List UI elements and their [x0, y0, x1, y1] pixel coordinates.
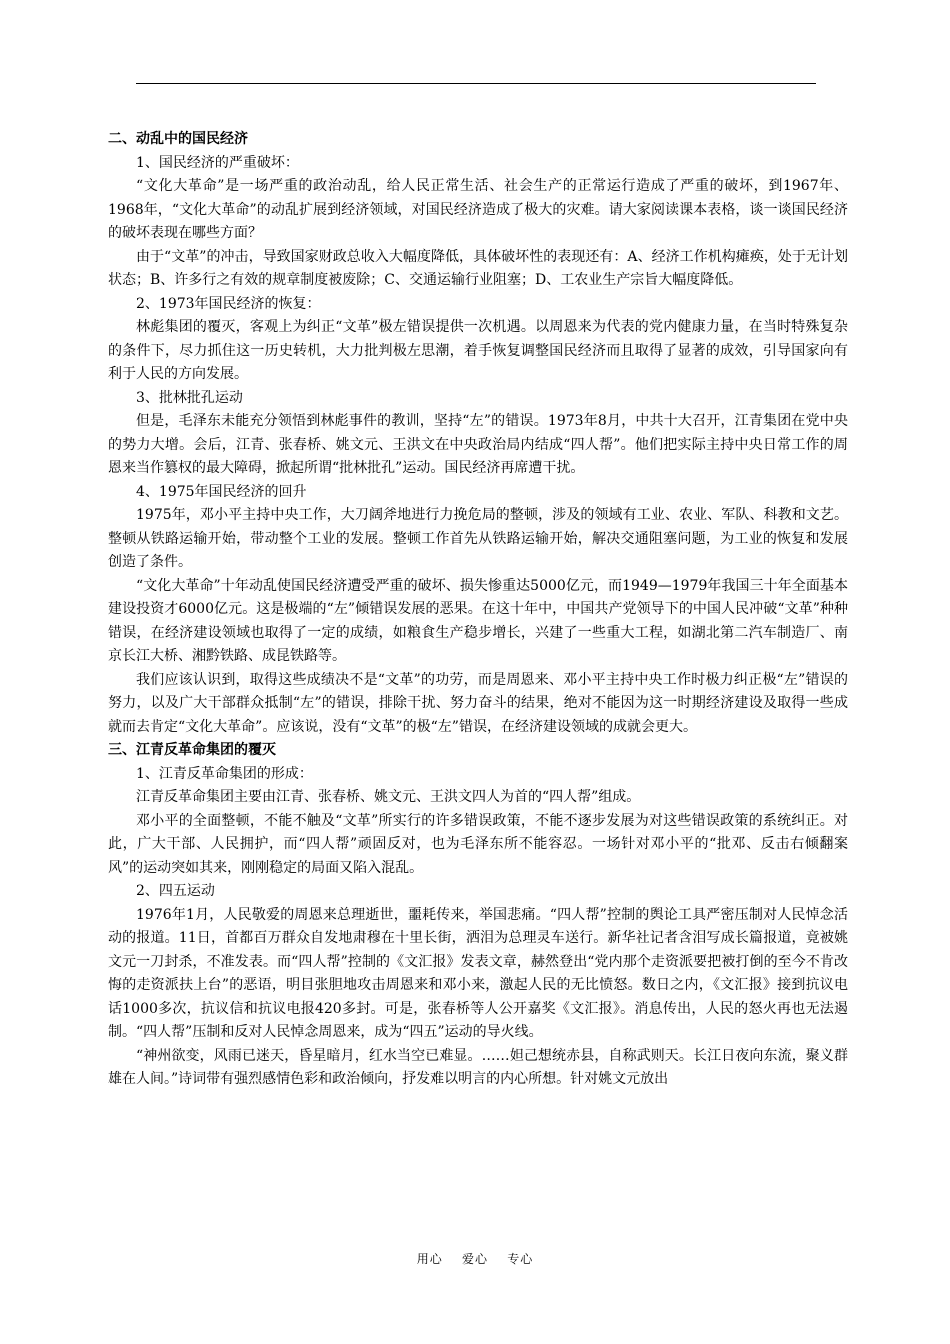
paragraph: 1976年1月，人民敬爱的周恩来总理逝世，噩耗传来，举国悲痛。“四人帮”控制的舆论工具严密压制对人民悼念活动的报道。11日，首都百万群众自发地肃穆在十里长街，洒泪为总理灵车送行。新华社记者含泪写成长篇报道，竟被姚文元一刀封杀，不准发表。而“四人帮”控制的《文汇报》发表文章，赫然登出“党内那个走资派要把被打倒的至今不肯改悔的走资派扶上台”的恶语，明目张胆地攻击周恩来和邓小来，激起人民的无比愤怒。数日之内，《文汇报》接到抗议电话1000多次，抗议信和抗议电报420多封。可是，张春桥等人公开嘉奖《文汇报》。消息传出，人民的怒火再也无法遏制。“四人帮”压制和反对人民悼念周恩来，成为“四五”运动的导火线。	[108, 906, 848, 1040]
paragraph: 但是，毛泽东未能充分领悟到林彪事件的教训，坚持“左”的错误。1973年8月，中共十大召开，江青集团在党中央的势力大增。会后，江青、张春桥、姚文元、王洪文在中央政治局内结成“四人帮”。他们把实际主持中央日常工作的周恩来当作篡权的最大障碍，掀起所谓“批林批孔”运动。国民经济再席遭干扰。	[108, 413, 848, 476]
paragraph: “神州欲变，风雨已迷天，昏星暗月，红水当空已难显。……妲己想统赤县，自称武则天。长江日夜向东流，聚义群雄在人间。”诗词带有强烈感情色彩和政治倾向，抒发难以明言的内心所想。针对姚文元放出	[108, 1047, 848, 1087]
document-body	[108, 128, 848, 1092]
subsection-heading: 4、1975年国民经济的回升	[136, 483, 307, 500]
paragraph: 我们应该认识到，取得这些成绩决不是“文革”的功劳，而是周恩来、邓小平主持中央工作时极力纠正极“左”错误的努力，以及广大干部群众抵制“左”的错误，排除干扰、努力奋斗的结果，绝对不能因为这一时期经济建设及取得一些成就而去肯定“文化大革命”。应该说，没有“文革”的极“左”错误，在经济建设领域的成就会更大。	[108, 671, 848, 735]
subsection-heading: 3、批林批孔运动	[136, 389, 243, 406]
subsection-heading: 2、1973年国民经济的恢复：	[136, 295, 321, 312]
subsection-heading: 1、江青反革命集团的形成：	[136, 765, 313, 782]
paragraph: 由于“文革”的冲击，导致国家财政总收入大幅度降低，具体破坏性的表现还有：A、经济工作机构瘫痪，处于无计划状态；B、许多行之有效的规章制度被废除；C、交通运输行业阻塞；D、工农业生产宗旨大幅度降低。	[108, 248, 848, 288]
section-heading: 三、江青反革命集团的覆灭	[108, 742, 276, 758]
subsection-heading: 1、国民经济的严重破坏：	[136, 154, 299, 171]
header-rule	[136, 83, 816, 84]
paragraph: “文化大革命”十年动乱使国民经济遭受严重的破坏、损失惨重达5000亿元，而1949—1979年我国三十年全面基本建设投资才6000亿元。这是极端的“左”倾错误发展的恶果。在这十年中，中国共产党领导下的中国人民冲破“文革”种种错误，在经济建设领域也取得了一定的成绩，如粮食生产稳步增长，兴建了一些重大工程，如湖北第二汽车制造厂、南京长江大桥、湘黔铁路、成昆铁路等。	[108, 577, 848, 664]
section-heading: 二、动乱中的国民经济	[108, 131, 248, 147]
subsection-heading: 2、四五运动	[136, 883, 215, 899]
paragraph: 江青反革命集团主要由江青、张春桥、姚文元、王洪文四人为首的“四人帮”组成。	[136, 789, 641, 805]
paragraph: “文化大革命”是一场严重的政治动乱，给人民正常生活、社会生产的正常运行造成了严重的破坏，到1967年、1968年，“文化大革命”的动乱扩展到经济领域，对国民经济造成了极大的灾难。请大家阅读课本表格，谈一谈国民经济的破坏表现在哪些方面？	[108, 178, 848, 241]
paragraph: 林彪集团的覆灭，客观上为纠正“文革”极左错误提供一次机遇。以周恩来为代表的党内健康力量，在当时特殊复杂的条件下，尽力抓住这一历史转机，大力批判极左思潮，着手恢复调整国民经济而且取得了显著的成效，引导国家向有利于人民的方向发展。	[108, 319, 848, 382]
page-footer: 用心 爱心 专心	[416, 1252, 534, 1266]
paragraph: 邓小平的全面整顿，不能不触及“文革”所实行的许多错误政策，不能不逐步发展为对这些错误政策的系统纠正。对此，广大干部、人民拥护，而“四人帮”顽固反对，也为毛泽东所不能容忍。一场针对邓小平的“批邓、反击右倾翻案风”的运动突如其来，刚刚稳定的局面又陷入混乱。	[108, 812, 848, 876]
paragraph: 1975年，邓小平主持中央工作，大刀阔斧地进行力挽危局的整顿，涉及的领域有工业、农业、军队、科教和文艺。整顿从铁路运输开始，带动整个工业的发展。整顿工作首先从铁路运输开始，解决交通阻塞问题，为工业的恢复和发展创造了条件。	[108, 507, 848, 570]
